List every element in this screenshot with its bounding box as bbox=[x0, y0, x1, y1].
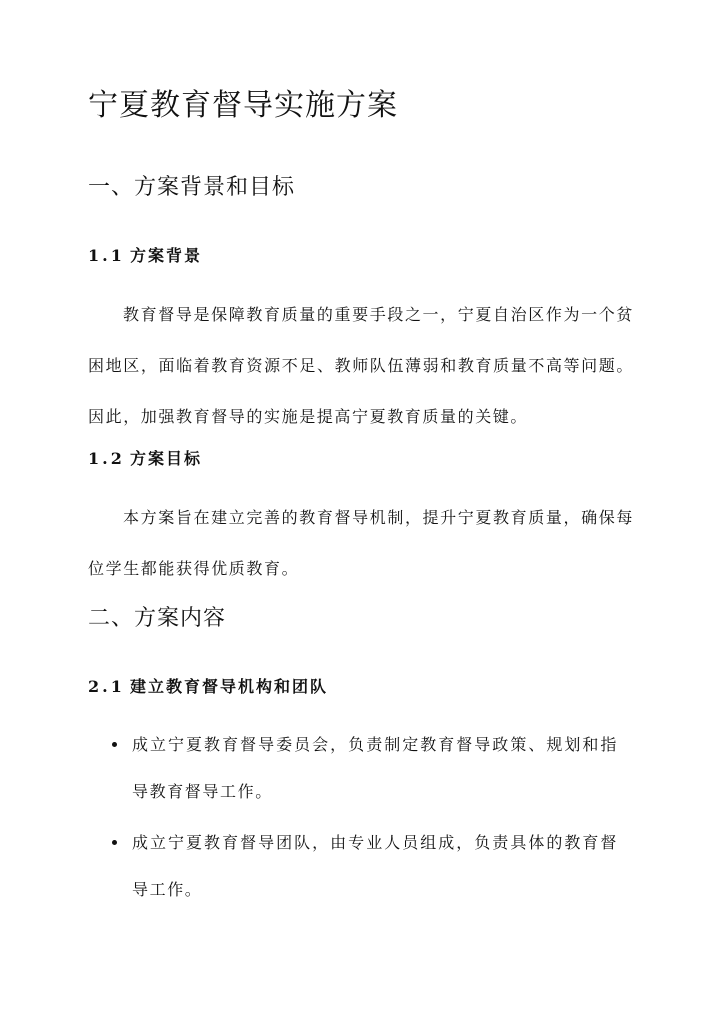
subsection-number: 2.1 bbox=[88, 677, 125, 696]
paragraph-goal: 本方案旨在建立完善的教育督导机制，提升宁夏教育质量，确保每位学生都能获得优质教育。 bbox=[88, 508, 634, 578]
bullet-item-committee bbox=[112, 721, 618, 815]
bullet-dot bbox=[112, 840, 117, 845]
section-heading-background: 一、方案背景和目标 bbox=[88, 175, 296, 200]
subsection-heading-goal bbox=[88, 447, 202, 471]
subsection-heading-organization bbox=[88, 675, 328, 699]
bullet-item-team bbox=[112, 819, 618, 913]
bullet-dot bbox=[112, 742, 117, 747]
subsection-title: 方案目标 bbox=[130, 449, 203, 468]
bullet-text: 成立宁夏教育督导委员会，负责制定教育督导政策、规划和指导教育督导工作。 bbox=[132, 735, 618, 801]
paragraph-background: 教育督导是保障教育质量的重要手段之一，宁夏自治区作为一个贫困地区，面临着教育资源不足、教师队伍薄弱和教育质量不高等问题。因此，加强教育督导的实施是提高宁夏教育质量的关键。 bbox=[88, 305, 634, 426]
subsection-title: 建立教育督导机构和团队 bbox=[130, 677, 329, 696]
document-title: 宁夏教育督导实施方案 bbox=[88, 88, 398, 123]
bullet-text: 成立宁夏教育督导团队，由专业人员组成，负责具体的教育督导工作。 bbox=[132, 833, 618, 899]
subsection-title: 方案背景 bbox=[130, 246, 203, 265]
section-heading-content: 二、方案内容 bbox=[88, 606, 227, 631]
subsection-number: 1.1 bbox=[88, 246, 125, 265]
subsection-number: 1.2 bbox=[88, 449, 125, 468]
subsection-heading-background bbox=[88, 244, 202, 268]
